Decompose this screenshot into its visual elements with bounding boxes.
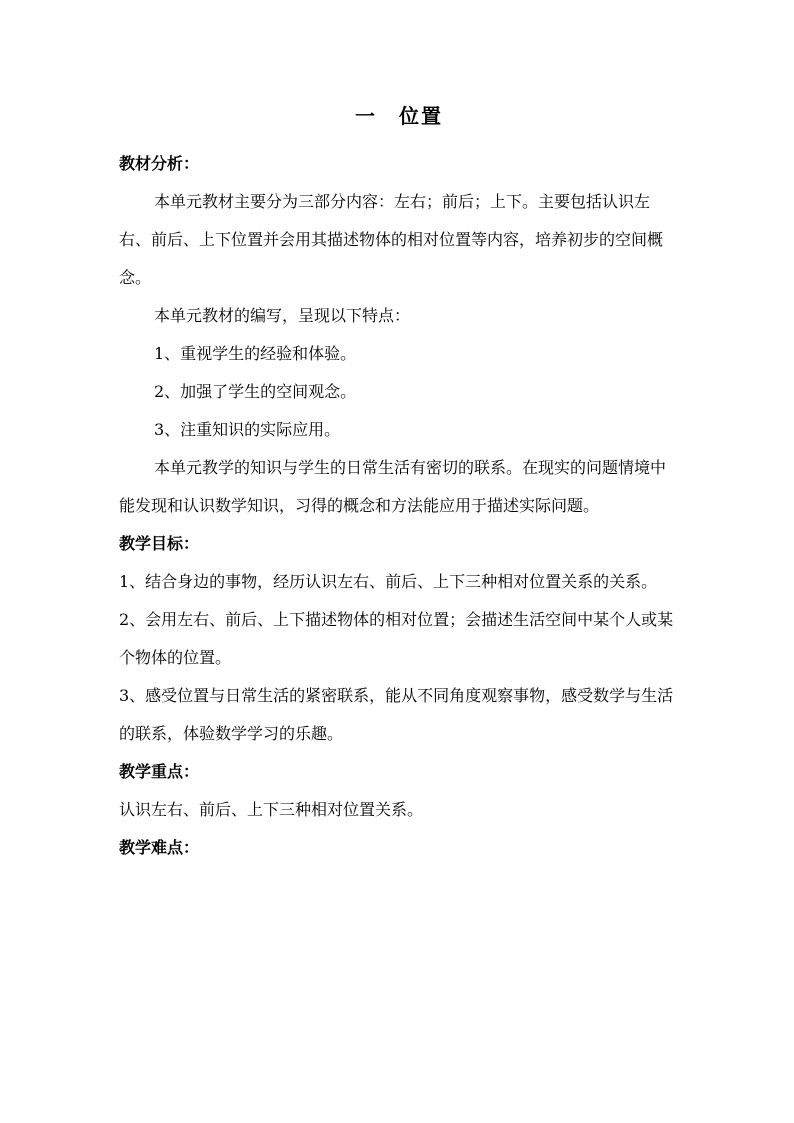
goal-item-1: 1、结合身边的事物，经历认识左右、前后、上下三种相对位置关系的关系。 — [119, 572, 658, 591]
document-page — [119, 100, 679, 867]
analysis-paragraph-1: 本单元教材主要分为三部分内容：左右；前后；上下。主要包括认识左右、前后、上下位置并会用其描述物体的相对位置等内容，培养初步的空间概念。 — [119, 192, 664, 287]
section-heading-goals: 教学目标： — [119, 534, 200, 553]
page-title: 一 位置 — [355, 104, 443, 128]
analysis-paragraph-2: 本单元教材的编写，呈现以下特点： — [154, 306, 411, 325]
feature-item-3: 3、注重知识的实际应用。 — [154, 420, 341, 439]
section-heading-difficulties: 教学难点： — [119, 838, 200, 857]
section-heading-key-points: 教学重点： — [119, 762, 200, 781]
section-heading-analysis: 教材分析： — [119, 154, 200, 173]
feature-item-2: 2、加强了学生的空间观念。 — [154, 382, 357, 401]
goal-item-3: 3、感受位置与日常生活的紧密联系，能从不同角度观察事物，感受数学与生活的联系，体验数学学习的乐趣。 — [119, 686, 674, 743]
analysis-paragraph-3: 本单元教学的知识与学生的日常生活有密切的联系。在现实的问题情境中能发现和认识数学知识，习得的概念和方法能应用于描述实际问题。 — [119, 458, 667, 515]
goal-item-2: 2、会用左右、前后、上下描述物体的相对位置；会描述生活空间中某个人或某个物体的位置。 — [119, 610, 674, 667]
key-points-text: 认识左右、前后、上下三种相对位置关系。 — [119, 800, 424, 819]
feature-item-1: 1、重视学生的经验和体验。 — [154, 344, 357, 363]
